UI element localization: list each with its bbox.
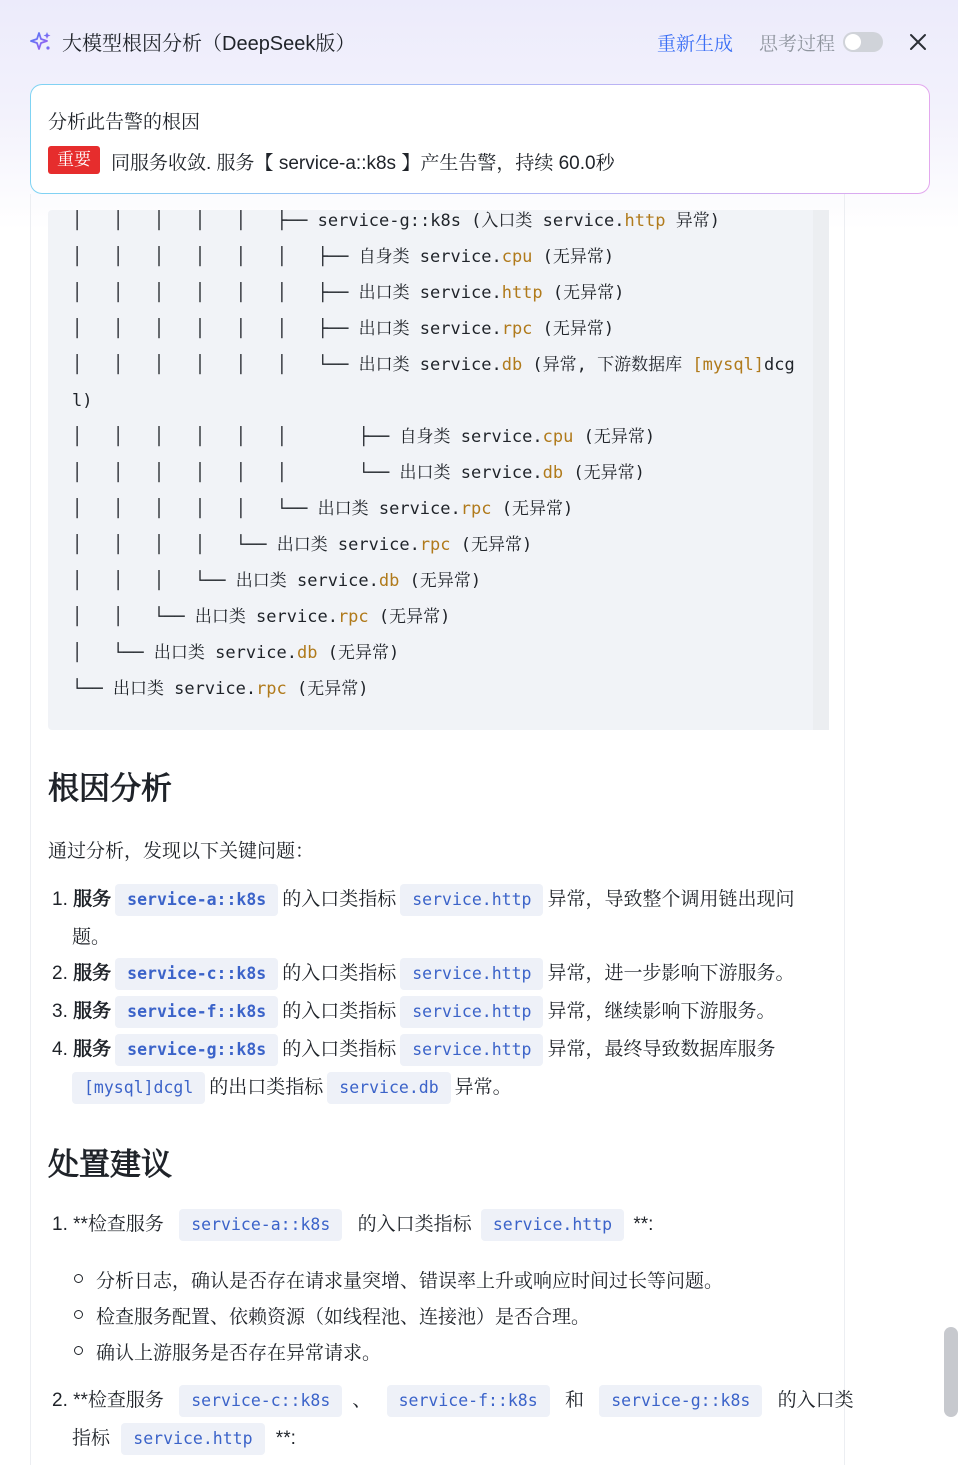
service-code: service-c::k8s [115,958,278,990]
alert-message: 同服务收敛. 服务【 service-a::k8s 】产生告警，持续 60.0秒 [111,153,615,174]
sub-list-item: 分析日志，确认是否存在请求量突增、错误率上升或响应时间过长等问题。 [96,1271,724,1292]
code-line: └── 出口类 service.rpc (无异常) [72,679,369,699]
regenerate-button[interactable]: 重新生成 [657,34,734,55]
list-item-continuation: 题。 [72,927,111,948]
db-code: [mysql]dcgl [72,1072,205,1104]
list-item-continuation: [mysql]dcgl 的出口类指标 service.db 异常。 [68,1069,512,1107]
close-icon[interactable] [905,29,931,55]
code-line: │ │ │ │ │ ├── service-g::k8s (入口类 service.http 异常) [72,211,720,231]
code-line: │ │ │ │ │ │ ├── 出口类 service.rpc (无异常) [72,319,615,339]
metric-code: service.http [400,996,543,1028]
list-item: 4. 服务 service-g::k8s 的入口类指标 service.http 异常，最终导致数据库服务 [52,1031,775,1069]
code-line: │ └── 出口类 service.db (无异常) [72,643,400,663]
service-code: service-g::k8s [599,1385,762,1417]
code-line: │ │ │ │ │ │ ├── 出口类 service.http (无异常) [72,283,625,303]
code-line: │ │ └── 出口类 service.rpc (无异常) [72,607,451,627]
alert-card [30,84,930,194]
service-code: service-a::k8s [115,884,278,916]
sparkle-icon [30,31,52,53]
alert-question: 分析此告警的根因 [48,112,201,133]
code-line: │ │ │ │ │ │ ├── 自身类 service.cpu (无异常) [72,427,656,447]
panel-title: 大模型根因分析（DeepSeek版） [62,33,356,55]
metric-code: service.db [327,1072,450,1104]
severity-badge: 重要 [48,146,100,174]
bullet-icon [74,1274,83,1283]
metric-code: service.http [481,1209,624,1241]
bullet-icon [74,1310,83,1319]
list-item: 1. **检查服务 service-a::k8s 的入口类指标 service.http **: [52,1206,653,1244]
advice-heading: 处置建议 [48,1147,172,1182]
code-scrollbar[interactable] [813,210,829,730]
list-item: 2. **检查服务 service-c::k8s 、 service-f::k8s 和 service-g::k8s 的入口类 [52,1382,854,1420]
list-item: 1. 服务 service-a::k8s 的入口类指标 service.http 异常，导致整个调用链出现问 [52,881,794,919]
code-line: │ │ │ └── 出口类 service.db (无异常) [72,571,482,591]
metric-code: service.http [400,884,543,916]
sub-list-item: 检查服务配置、依赖资源（如线程池、连接池）是否合理。 [96,1307,591,1328]
code-line: l) [72,391,93,411]
toggle-knob [845,34,861,50]
service-code: service-c::k8s [179,1385,342,1417]
list-item-continuation: 指标 service.http **: [72,1420,296,1458]
metric-code: service.http [121,1423,264,1455]
list-item: 2. 服务 service-c::k8s 的入口类指标 service.http 异常，进一步影响下游服务。 [52,955,794,993]
service-code: service-f::k8s [387,1385,550,1417]
code-line: │ │ │ │ └── 出口类 service.rpc (无异常) [72,535,533,555]
root-cause-heading: 根因分析 [48,771,172,806]
code-line: │ │ │ │ │ └── 出口类 service.rpc (无异常) [72,499,574,519]
bullet-icon [74,1346,83,1355]
metric-code: service.http [400,958,543,990]
code-line: │ │ │ │ │ │ ├── 自身类 service.cpu (无异常) [72,247,615,267]
code-line: │ │ │ │ │ │ └── 出口类 service.db (异常, 下游数据库 [mysql]dcg [72,355,795,375]
sub-list-item: 确认上游服务是否存在异常请求。 [96,1343,382,1364]
think-process-label: 思考过程 [759,34,836,55]
code-line: │ │ │ │ │ │ └── 出口类 service.db (无异常) [72,463,645,483]
list-item: 3. 服务 service-f::k8s 的入口类指标 service.http 异常，继续影响下游服务。 [52,993,775,1031]
service-code: service-f::k8s [115,996,278,1028]
page-scrollbar-thumb[interactable] [944,1327,958,1417]
root-cause-intro: 通过分析，发现以下关键问题： [48,841,315,862]
think-process-toggle[interactable] [843,32,883,52]
panel-header [0,0,958,84]
service-code: service-a::k8s [179,1209,342,1241]
metric-code: service.http [400,1034,543,1066]
service-code: service-g::k8s [115,1034,278,1066]
